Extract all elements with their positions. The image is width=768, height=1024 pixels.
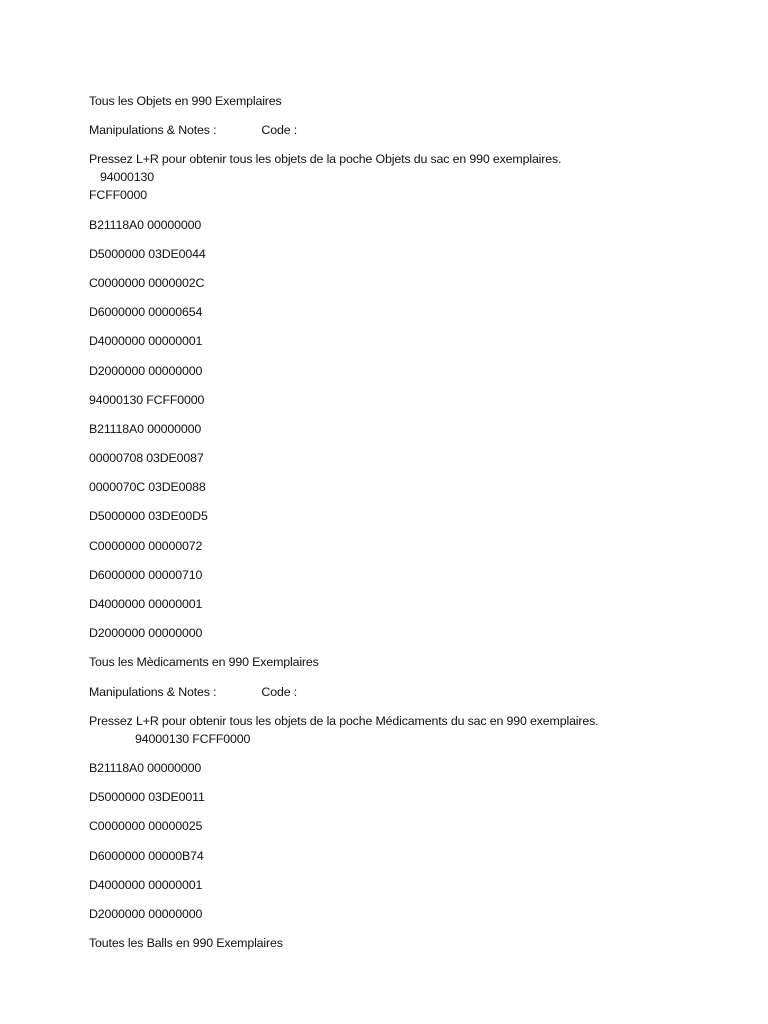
code-line: D4000000 00000001 <box>89 334 203 349</box>
notes-label: Manipulations & Notes : <box>89 123 217 138</box>
code-line: C0000000 00000072 <box>89 538 203 553</box>
instruction-text <box>89 150 729 204</box>
code-line: D2000000 00000000 <box>89 626 203 641</box>
code-line: B21118A0 00000000 <box>89 760 202 775</box>
instruction-line-1: Pressez L+R pour obtenir tous les objets de la poche Médicaments du sac en 990 exemplaires. <box>89 713 599 728</box>
code-line: B21118A0 00000000 <box>89 217 202 232</box>
instruction-code-a: 94000130 <box>100 170 154 185</box>
code-line: D4000000 00000001 <box>89 877 203 892</box>
section-title: Tous les Mèdicaments en 990 Exemplaires <box>89 655 319 670</box>
notes-code-header <box>89 121 729 139</box>
code-list <box>89 216 729 643</box>
code-line: D6000000 00000B74 <box>89 848 204 863</box>
code-line: D5000000 03DE0011 <box>89 790 205 805</box>
instruction-code-b: FCFF0000 <box>89 188 148 203</box>
code-line: D6000000 00000654 <box>89 305 203 320</box>
code-line: 00000708 03DE0087 <box>89 451 204 466</box>
code-line: D5000000 03DE00D5 <box>89 509 208 524</box>
instruction-line-1: Pressez L+R pour obtenir tous les objets de la poche Objets du sac en 990 exemplaires. 94000130 <box>89 150 729 186</box>
code-line: C0000000 0000002C <box>89 275 205 290</box>
code-line: D6000000 00000710 <box>89 567 203 582</box>
code-line: 0000070C 03DE0088 <box>89 480 206 495</box>
code-line: D5000000 03DE0044 <box>89 246 206 261</box>
instruction-text <box>89 712 729 748</box>
code-line: 94000130 FCFF0000 <box>89 392 205 407</box>
notes-label: Manipulations & Notes : <box>89 684 217 699</box>
code-line: C0000000 00000025 <box>89 819 203 834</box>
code-line: D4000000 00000001 <box>89 597 203 611</box>
document-page <box>89 92 729 963</box>
code-line: D2000000 00000000 <box>89 363 203 378</box>
section-title: Tous les Objets en 990 Exemplaires <box>89 94 282 108</box>
notes-code-header <box>89 683 729 701</box>
code-label: Code : <box>261 684 298 699</box>
code-label: Code : <box>261 123 298 138</box>
code-list <box>89 759 729 923</box>
section-title: Toutes les Balls en 990 Exemplaires <box>89 936 283 951</box>
code-line: B21118A0 00000000 <box>89 421 202 436</box>
instruction-code: 94000130 FCFF0000 <box>135 731 251 746</box>
code-line: D2000000 00000000 <box>89 906 203 921</box>
